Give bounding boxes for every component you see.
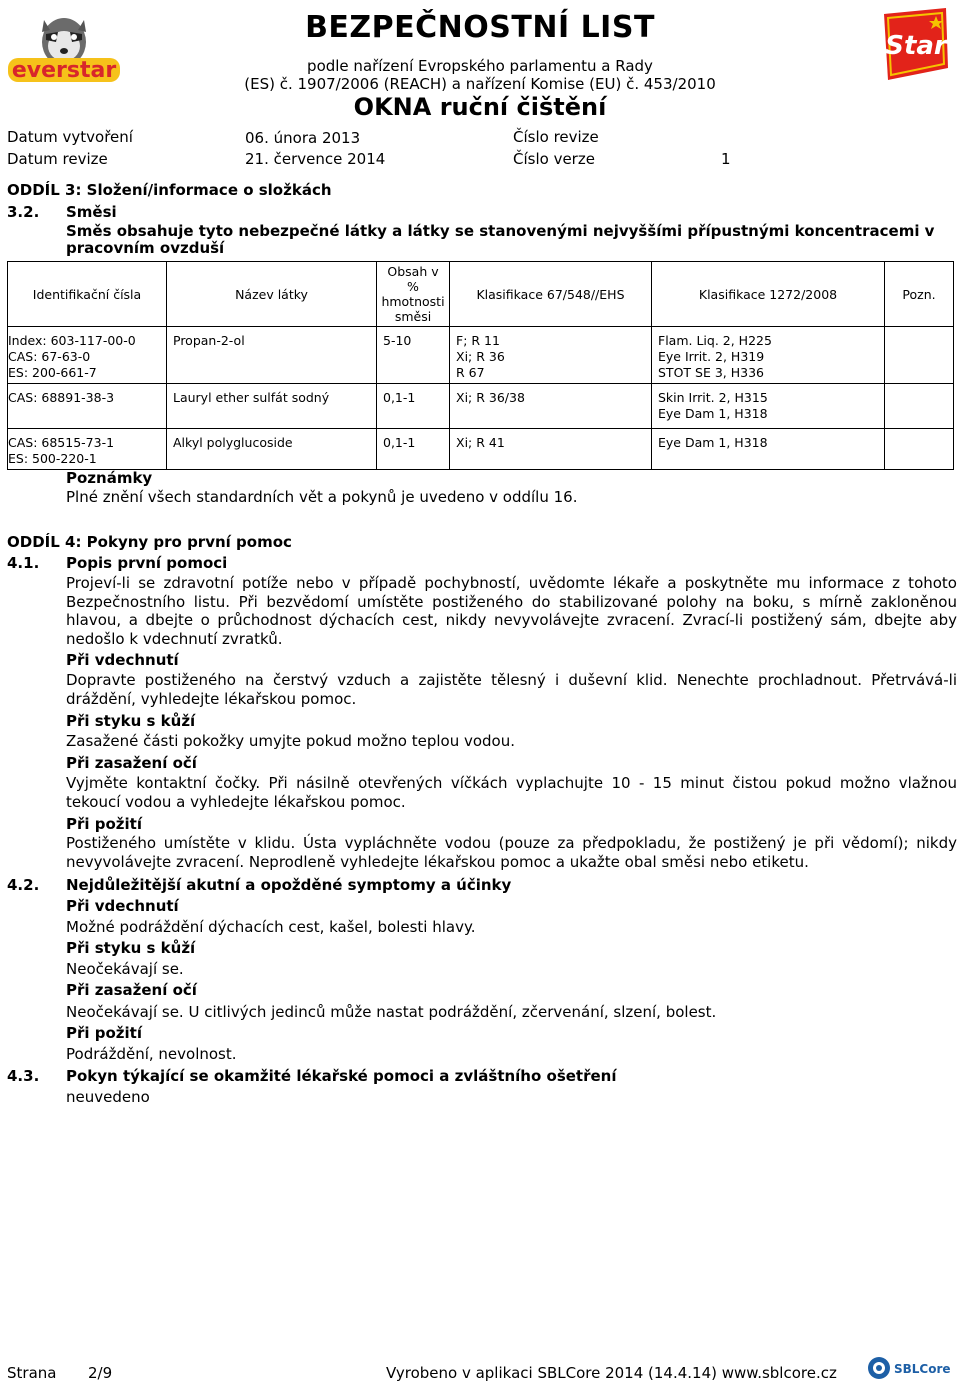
section-4-heading: ODDÍL 4: Pokyny pro první pomoc: [7, 533, 292, 551]
svg-text:everstar: everstar: [11, 58, 117, 83]
row-3-cls67: Xi; R 41: [450, 429, 652, 470]
ingestion-title: Při požití: [66, 815, 142, 833]
row-3-name: Alkyl polyglucoside: [167, 429, 377, 470]
header-classification-1272: Klasifikace 1272/2008: [652, 262, 885, 327]
row-1-note: [885, 327, 954, 384]
table-row: [8, 429, 954, 470]
revision-date-value: 21. července 2014: [245, 150, 386, 168]
first-aid-intro: Projeví-li se zdravotní potíže nebo v případě pochybností, uvědomte lékaře a poskytněte mu informace z tohoto Bezpečnostního listu. Při bezvědomí umístěte postiženého do stabilizované polohy na boku, s mírně zakloněnou hlavou, a dbejte o průchodnost dýchacích cest, nikdy nevyvolávejte zvracení. Zvrací-li postižený sám, dbejte aby nedošlo k vdechnutí zvratků.: [66, 574, 957, 648]
header-note: Pozn.: [885, 262, 954, 327]
header-name: Název látky: [167, 262, 377, 327]
symptoms-ingestion-title: Při požití: [66, 1024, 142, 1042]
notes-title: Poznámky: [66, 469, 153, 487]
notes-text: Plné znění všech standardních vět a pokynů je uvedeno v oddílu 16.: [66, 488, 578, 506]
created-value: 06. února 2013: [245, 129, 361, 147]
row-1-name: Propan-2-ol: [167, 327, 377, 384]
table-header-row: [8, 262, 954, 327]
section-3-heading: ODDÍL 3: Složení/informace o složkách: [7, 181, 332, 199]
row-2-cls67: Xi; R 36/38: [450, 384, 652, 429]
section-4-1-number: 4.1.: [7, 554, 40, 572]
section-4-3-number: 4.3.: [7, 1067, 40, 1085]
symptoms-inhalation-title: Při vdechnutí: [66, 897, 179, 915]
section-4-2-number: 4.2.: [7, 876, 40, 894]
section-4-3-title: Pokyn týkající se okamžité lékařské pomoci a zvláštního ošetření: [66, 1067, 617, 1085]
symptoms-eyes-title: Při zasažení očí: [66, 981, 197, 999]
section-4-1-title: Popis první pomoci: [66, 554, 228, 572]
table-row: [8, 327, 954, 384]
row-1-cls1272: Flam. Liq. 2, H225 Eye Irrit. 2, H319 STOT SE 3, H336: [652, 327, 885, 384]
skin-title: Při styku s kůží: [66, 712, 196, 730]
header-content: Obsah v % hmotnosti směsi: [377, 262, 450, 327]
section-4-2-title: Nejdůležitější akutní a opožděné symptomy a účinky: [66, 876, 512, 894]
row-1-content: 5-10: [377, 327, 450, 384]
sblcore-logo: [866, 1355, 956, 1381]
header-classification-67: Klasifikace 67/548//EHS: [450, 262, 652, 327]
row-2-note: [885, 384, 954, 429]
row-1-id: Index: 603-117-00-0 CAS: 67-63-0 ES: 200-661-7: [8, 327, 167, 384]
skin-text: Zasažené části pokožky umyjte pokud možno teplou vodou.: [66, 732, 516, 750]
revision-number-label: Číslo revize: [513, 128, 599, 146]
header-id: Identifikační čísla: [8, 262, 167, 327]
section-3-2-title: Směsi: [66, 203, 117, 221]
row-3-content: 0,1-1: [377, 429, 450, 470]
symptoms-ingestion-text: Podráždění, nevolnost.: [66, 1045, 237, 1063]
eyes-title: Při zasažení očí: [66, 754, 197, 772]
created-label: Datum vytvoření: [7, 128, 133, 146]
inhalation-title: Při vdechnutí: [66, 651, 179, 669]
row-2-cls1272: Skin Irrit. 2, H315 Eye Dam 1, H318: [652, 384, 885, 429]
product-name: OKNA ruční čištění: [353, 93, 607, 121]
generated-by: Vyrobeno v aplikaci SBLCore 2014 (14.4.14) www.sblcore.cz: [386, 1364, 837, 1382]
page-label: Strana: [7, 1364, 57, 1382]
svg-text:Star: Star: [885, 31, 947, 61]
row-2-id: CAS: 68891-38-3: [8, 384, 167, 429]
eyes-text: Vyjměte kontaktní čočky. Při násilně otevřených víčkách vyplachujte 10 - 15 minut čistou pokud možno vlažnou tekoucí vodou a vyhledejte lékařskou pomoc.: [66, 774, 957, 811]
section-4-3-text: neuvedeno: [66, 1088, 150, 1106]
row-3-cls1272: Eye Dam 1, H318: [652, 429, 885, 470]
section-3-2-number: 3.2.: [7, 203, 40, 221]
symptoms-skin-title: Při styku s kůží: [66, 939, 196, 957]
symptoms-skin-text: Neočekávají se.: [66, 960, 184, 978]
row-3-id: CAS: 68515-73-1 ES: 500-220-1: [8, 429, 167, 470]
mixture-intro: Směs obsahuje tyto nebezpečné látky a látky se stanovenými nejvyššími přípustnými koncentracemi v pracovním ovzduší: [66, 222, 935, 257]
ingestion-text: Postiženého umístěte v klidu. Ústa vypláchněte vodou (pouze za předpokladu, že postižený je při vědomí); nikdy nevyvolávejte zvracení. Neprodleně vyhledejte lékařskou pomoc a ukažte obal směsi nebo etiketu.: [66, 834, 957, 871]
version-label: Číslo verze: [513, 150, 595, 168]
composition-table: [7, 261, 954, 470]
row-2-name: Lauryl ether sulfát sodný: [167, 384, 377, 429]
version-value: 1: [721, 150, 731, 168]
revision-date-label: Datum revize: [7, 150, 108, 168]
row-1-cls67: F; R 11 Xi; R 36 R 67: [450, 327, 652, 384]
regulation-line-1: podle nařízení Evropského parlamentu a Rady: [307, 57, 653, 75]
row-3-note: [885, 429, 954, 470]
row-2-content: 0,1-1: [377, 384, 450, 429]
table-row: [8, 384, 954, 429]
inhalation-text: Dopravte postiženého na čerstvý vzduch a zajistěte tělesný i duševní klid. Nenechte prochladnout. Přetrvává-li dráždění, vyhledejte lékařskou pomoc.: [66, 671, 957, 708]
symptoms-eyes-text: Neočekávají se. U citlivých jedinců může nastat podráždění, zčervenání, slzení, bolest.: [66, 1003, 717, 1021]
page-number: 2/9: [88, 1364, 113, 1382]
regulation-line-2: (ES) č. 1907/2006 (REACH) a nařízení Komise (EU) č. 453/2010: [244, 75, 716, 93]
svg-text:SBLCore: SBLCore: [894, 1362, 951, 1376]
symptoms-inhalation-text: Možné podráždění dýchacích cest, kašel, bolesti hlavy.: [66, 918, 476, 936]
document-title: BEZPEČNOSTNÍ LIST: [305, 10, 655, 45]
